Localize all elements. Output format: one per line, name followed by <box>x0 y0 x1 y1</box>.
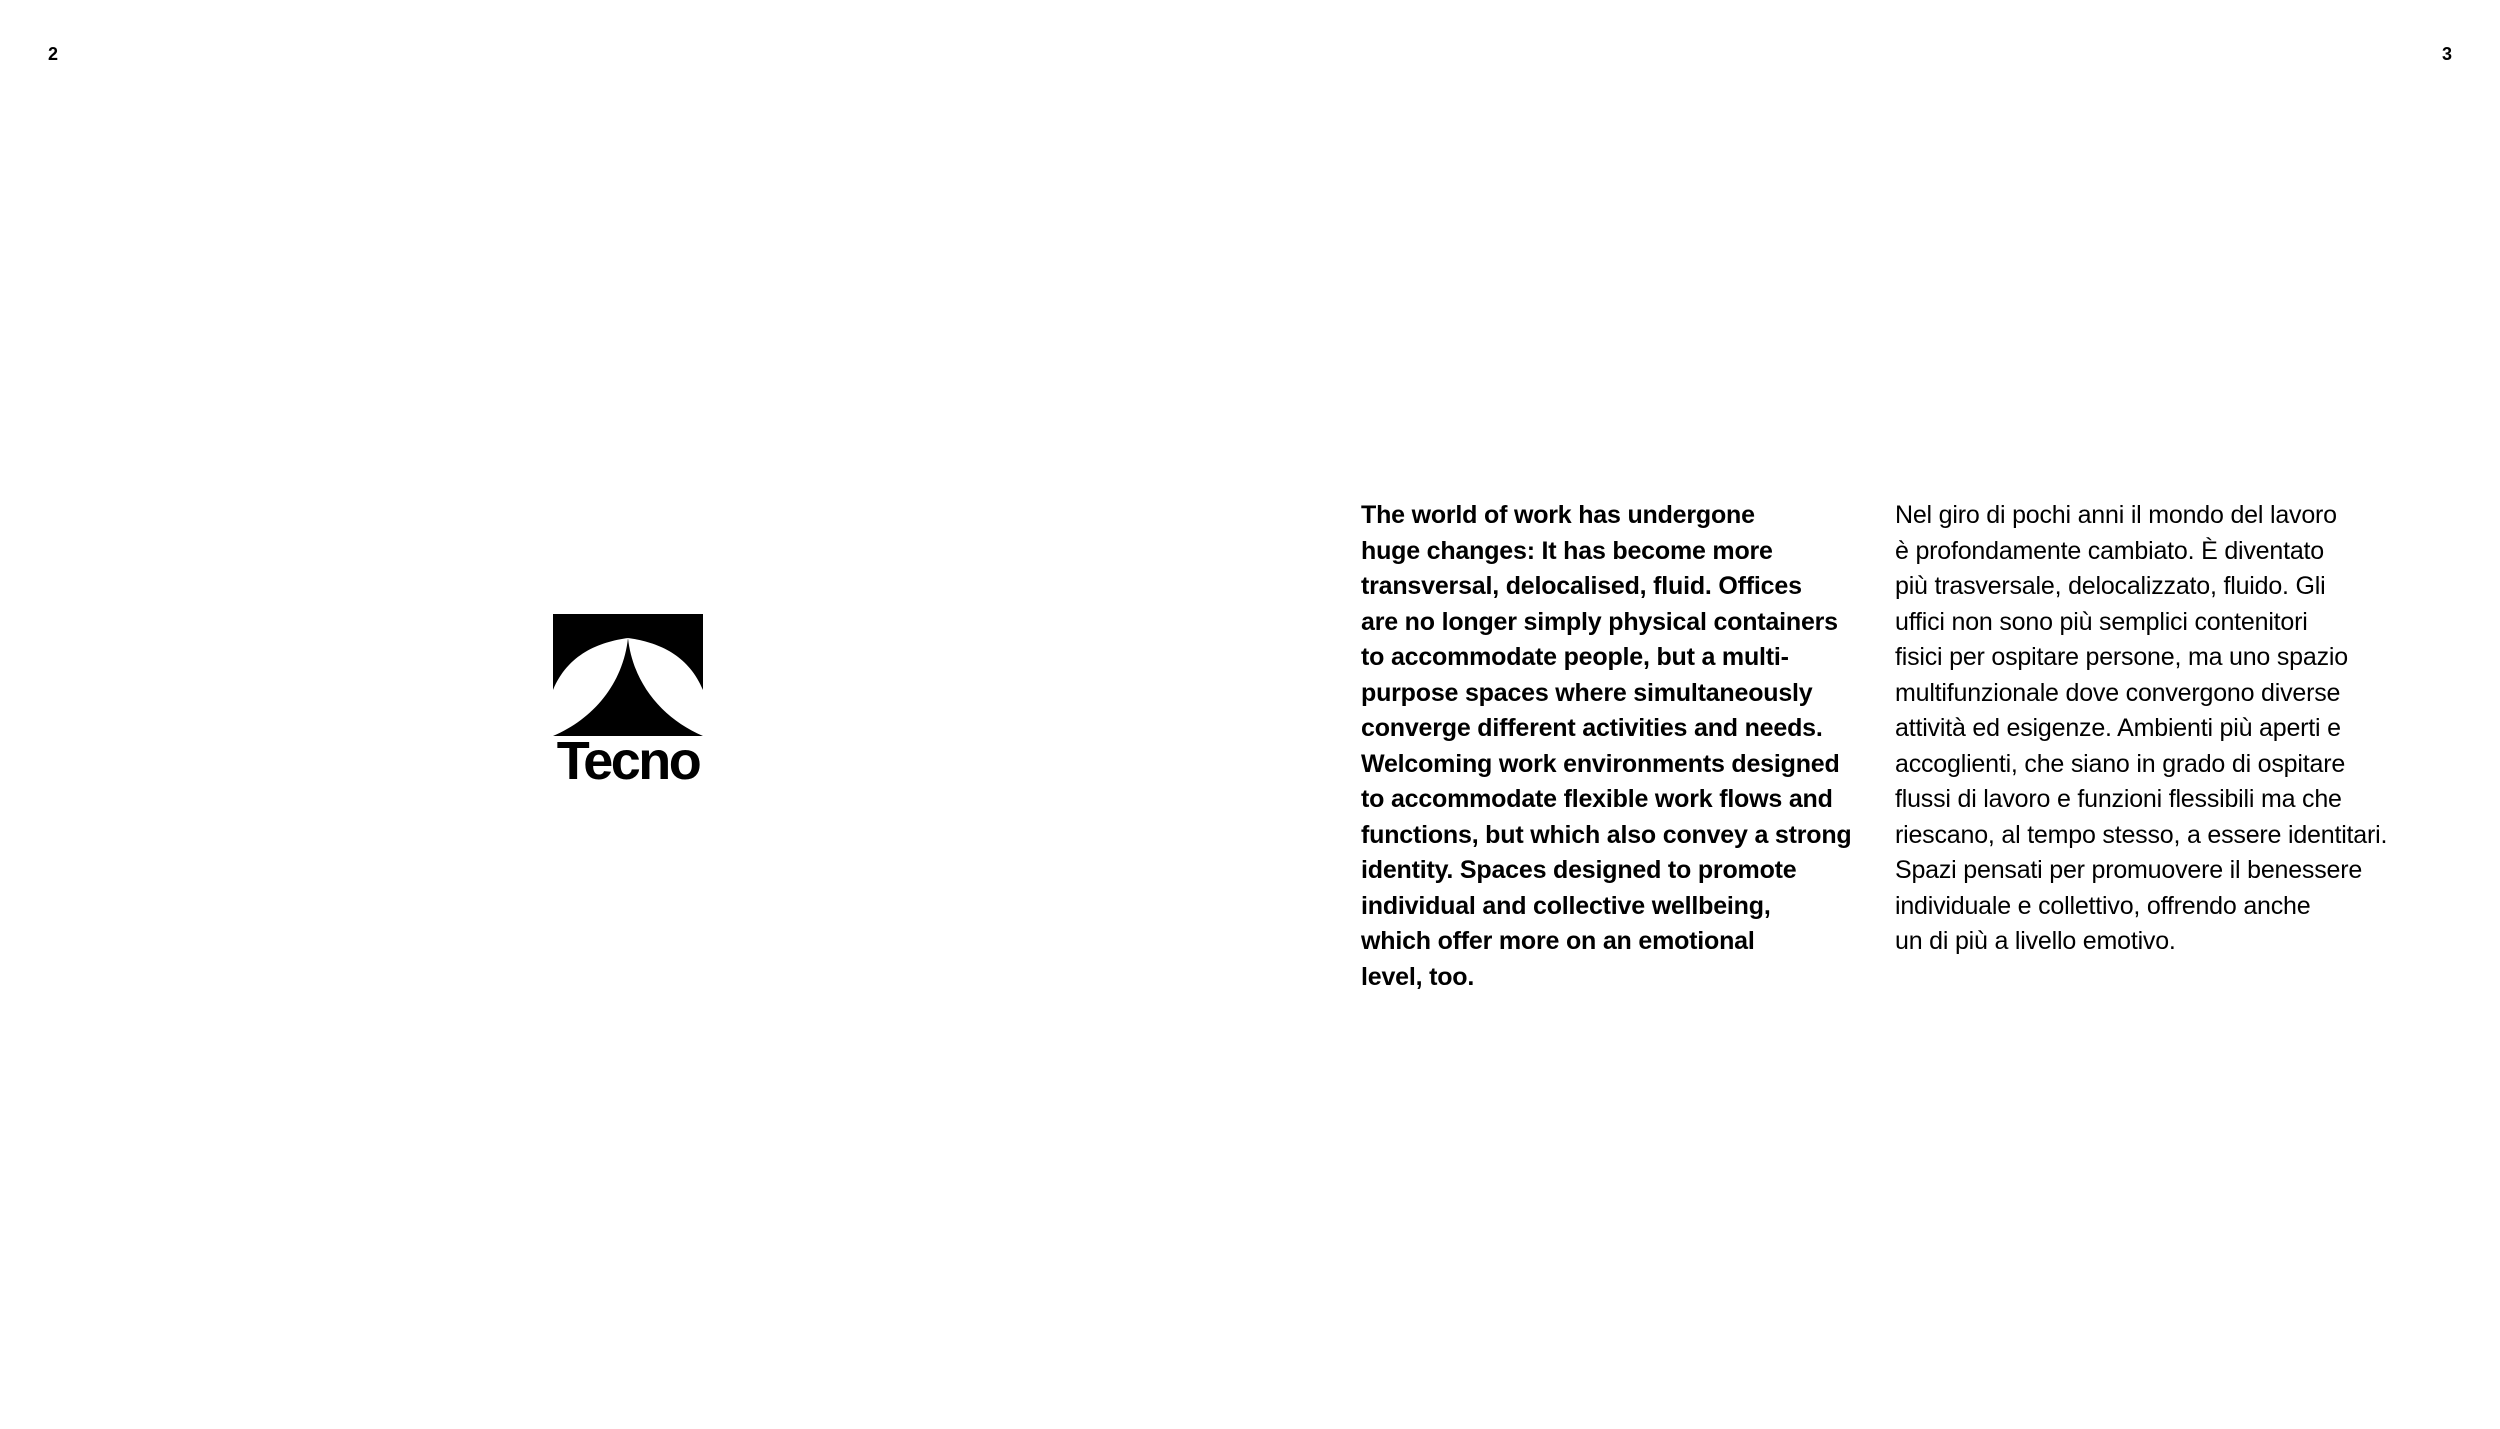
english-line: are no longer simply physical containers <box>1361 607 1838 636</box>
italian-line: individuale e collettivo, offrendo anche <box>1895 891 2311 920</box>
english-line: level, too. <box>1361 962 1475 991</box>
tecno-wordmark: Tecno <box>556 731 700 791</box>
english-paragraph <box>1361 498 1871 995</box>
english-line: identity. Spaces designed to promote <box>1361 856 1797 884</box>
english-line: huge changes: It has become more <box>1361 536 1773 565</box>
italian-paragraph <box>1895 498 2455 960</box>
tecno-logo <box>553 614 703 791</box>
italian-line: un di più a livello emotivo. <box>1895 927 2176 955</box>
page-number-left: 2 <box>48 44 59 64</box>
italian-line: è profondamente cambiato. È diventato <box>1895 536 2324 565</box>
english-line: Welcoming work environments designed <box>1361 749 1840 778</box>
italian-line: riescano, al tempo stesso, a essere identitari. <box>1895 820 2388 849</box>
english-line: individual and collective wellbeing, <box>1361 891 1771 920</box>
page-number-right: 3 <box>2441 44 2452 64</box>
italian-line: multifunzionale dove convergono diverse <box>1895 678 2341 707</box>
english-line: to accommodate flexible work flows and <box>1361 785 1833 813</box>
english-line: The world of work has undergone <box>1361 501 1755 529</box>
italian-line: Spazi pensati per promuovere il benessere <box>1895 856 2363 884</box>
italian-line: più trasversale, delocalizzato, fluido. Gli <box>1895 572 2326 600</box>
english-line: to accommodate people, but a multi- <box>1361 643 1789 671</box>
italian-line: fisici per ospitare persone, ma uno spazio <box>1895 643 2348 671</box>
english-line: purpose spaces where simultaneously <box>1361 678 1813 707</box>
italian-line: Nel giro di pochi anni il mondo del lavoro <box>1895 501 2337 529</box>
italian-line: flussi di lavoro e funzioni flessibili ma che <box>1895 785 2342 813</box>
english-line: converge different activities and needs. <box>1361 714 1823 742</box>
italian-line: attività ed esigenze. Ambienti più aperti e <box>1895 714 2341 742</box>
italian-line: uffici non sono più semplici contenitori <box>1895 607 2308 636</box>
english-line: transversal, delocalised, fluid. Offices <box>1361 572 1802 600</box>
english-line: which offer more on an emotional <box>1361 927 1755 955</box>
english-line: functions, but which also convey a strong <box>1361 820 1852 849</box>
italian-line: accoglienti, che siano in grado di ospitare <box>1895 749 2346 778</box>
tecno-emblem-icon <box>553 614 703 736</box>
